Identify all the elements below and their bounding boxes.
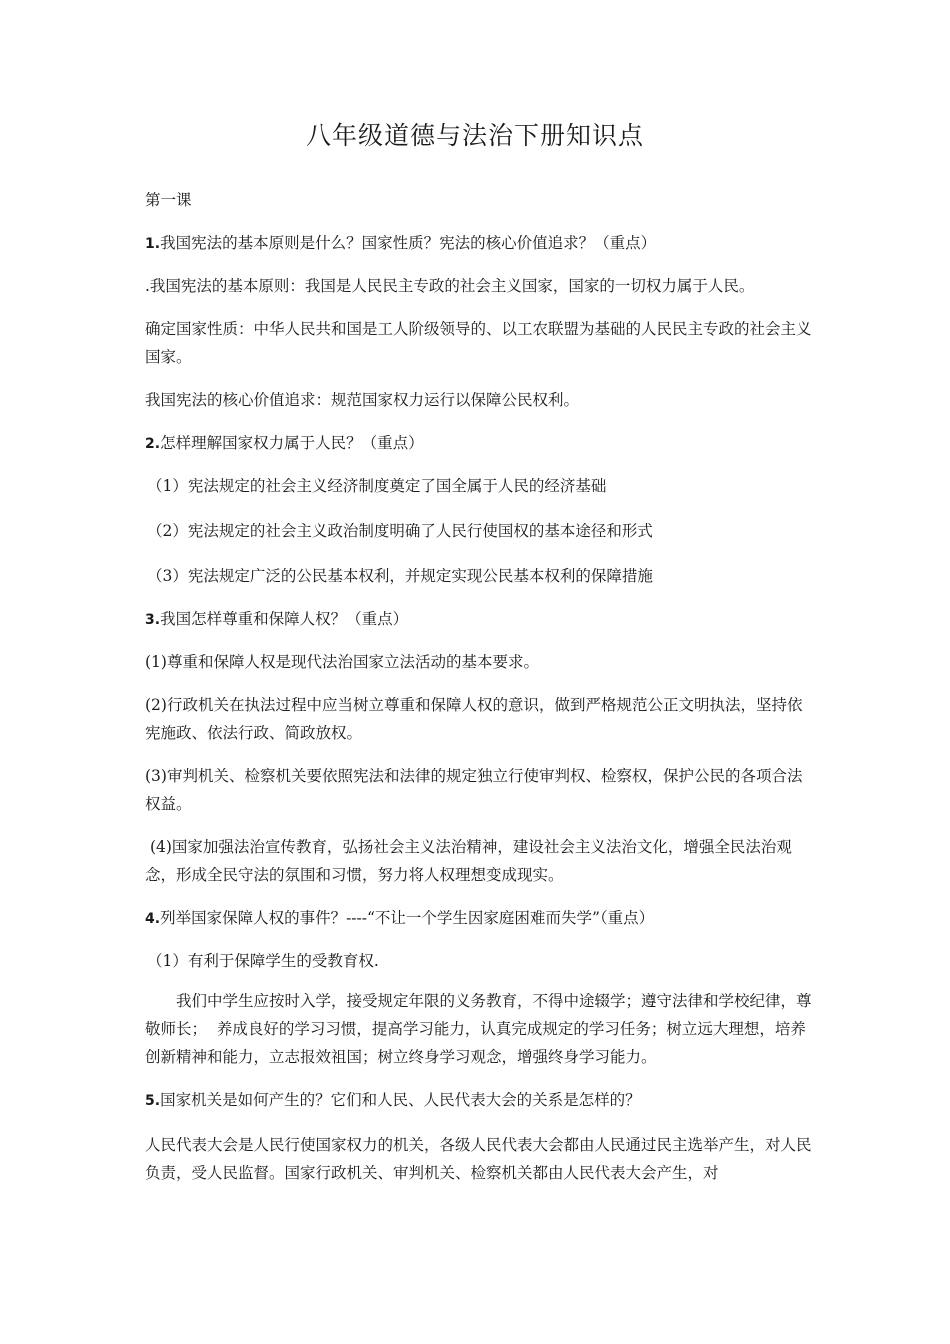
question-text: 我国怎样尊重和保障人权？（重点）	[160, 610, 409, 628]
question-number: 3.	[145, 612, 161, 628]
answer-paragraph: （1）有利于保障学生的受教育权.	[147, 952, 379, 970]
answer-paragraph: 我们中学生应按时入学，接受规定年限的义务教育，不得中途辍学；遵守法律和学校纪律，尊敬师长； 养成良好的学习习惯，提高学习能力，认真完成规定的学习任务；树立远大理想，培养创新精神和能力，立志报效祖国；树立终身学习观念，增强终身学习能力。	[145, 992, 812, 1066]
answer-paragraph: 人民代表大会是人民行使国家权力的机关，各级人民代表大会都由人民通过民主选举产生，对人民负责，受人民监督。国家行政机关、审判机关、检察机关都由人民代表大会产生，对	[145, 1136, 812, 1182]
question-number: 2.	[145, 436, 161, 452]
question-text: 国家机关是如何产生的？它们和人民、人民代表大会的关系是怎样的？	[160, 1091, 641, 1109]
question-3	[145, 605, 815, 634]
answer-paragraph: 确定国家性质：中华人民共和国是工人阶级领导的、以工农联盟为基础的人民民主专政的社会主义国家。	[145, 320, 812, 366]
question-number: 5.	[145, 1093, 161, 1109]
question-number: 1.	[145, 236, 161, 252]
question-text: 列举国家保障人权的事件？----“不让一个学生因家庭困难而失学”（重点）	[160, 909, 655, 927]
answer-paragraph: .我国宪法的基本原则：我国是人民民主专政的社会主义国家，国家的一切权力属于人民。	[145, 277, 755, 295]
question-1	[145, 229, 815, 258]
answer-paragraph: （1）宪法规定的社会主义经济制度奠定了国全属于人民的经济基础	[147, 477, 607, 495]
question-2	[145, 429, 815, 458]
question-5	[145, 1086, 815, 1115]
answer-paragraph: (2)行政机关在执法过程中应当树立尊重和保障人权的意识，做到严格规范公正文明执法，坚持依宪施政、依法行政、简政放权。	[145, 696, 803, 742]
answer-paragraph: （3）宪法规定广泛的公民基本权利，并规定实现公民基本权利的保障措施	[147, 567, 653, 585]
answer-paragraph: 我国宪法的核心价值追求：规范国家权力运行以保障公民权利。	[145, 391, 580, 409]
document-title: 八年级道德与法治下册知识点	[305, 121, 644, 150]
document-body	[145, 186, 815, 1202]
answer-paragraph: （2）宪法规定的社会主义政治制度明确了人民行使国权的基本途径和形式	[147, 522, 653, 540]
answer-paragraph: (1)尊重和保障人权是现代法治国家立法活动的基本要求。	[145, 653, 539, 671]
question-text: 我国宪法的基本原则是什么？国家性质？宪法的核心价值追求？（重点）	[160, 234, 657, 252]
question-number: 4.	[145, 911, 161, 927]
question-4	[145, 904, 815, 933]
question-text: 怎样理解国家权力属于人民？（重点）	[160, 434, 424, 452]
answer-paragraph: (3)审判机关、检察机关要依照宪法和法律的规定独立行使审判权、检察权，保护公民的各项合法权益。	[145, 767, 803, 813]
lesson-heading: 第一课	[145, 191, 192, 209]
answer-paragraph: (4)国家加强法治宣传教育，弘扬社会主义法治精神，建设社会主义法治文化，增强全民法治观念，形成全民守法的氛围和习惯，努力将人权理想变成现实。	[145, 838, 792, 884]
